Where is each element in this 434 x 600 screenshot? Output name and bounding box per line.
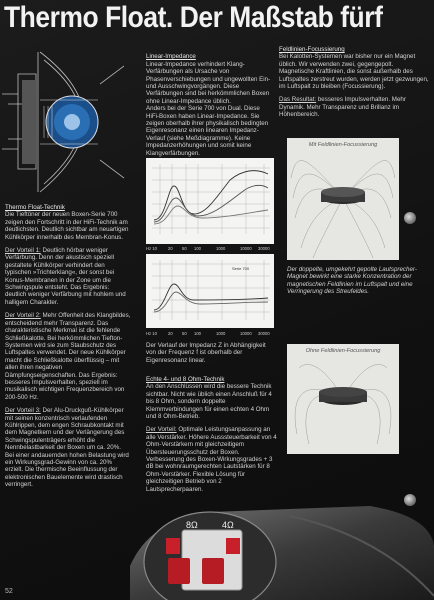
tick-1: Hz 10 [146, 246, 157, 251]
ohm-vorteil-label: Der Vorteil: [146, 426, 177, 434]
graph-caption [146, 342, 274, 364]
ohm-text: An den Anschlüssen wird die bessere Technik sichtbar. Nicht wie üblich einen Anschluß für 4 bis 8 Ohm, sondern doppelte Klemmverbindungen für einen echten 4 Ohm und 8 Ohm-Betrieb. [146, 383, 272, 421]
middle-text: Linear-Impedance verhindert Klang-Verfärbungen als Ursache von Phasenverschiebungen und ungewollten Ein- und Ausschwingvorgängen. Diese Verfärbungen sind bei herkömmlichen Boxen ohne Linear-Impedance üblich. Anders bei der Serie 700 von Dual. Diese HiFi-Boxen haben Linear-Impedance. Sie zeigen oberhalb ihrer physikalisch bedingten Eigenresonanz einen linearen Impedanz-Verlauf (siehe Meßdiagramme). Keine Impedanzerhöhungen und somit keine Klangverfärbungen. [146, 60, 271, 157]
speaker-cutaway-illustration [0, 44, 140, 199]
graph2-tag: Serie 700 [232, 266, 250, 271]
result-text: besseres Impulsverhalten. Mehr Dynamik. Mehr Transparenz und Brillanz im Höhenbereich. [279, 96, 406, 119]
left-column [5, 204, 131, 495]
field-lines-photo-without [287, 344, 399, 454]
tick2-2: 20 [168, 331, 173, 336]
right-heading: Feldlinien-Focussierung [279, 46, 345, 53]
screw-1 [404, 212, 416, 224]
terminal-label-left: 8Ω [186, 520, 198, 530]
ohm-vorteil-text: Optimale Leistungsanpassung an alle Verstärker. Höhere Ausssteuerbarkeit von 4 Ohm-Verstärkern mit gleichzeitigem Übersteuerungsschutz der Boxen. Verbesserung des Boxen-Wirkungsgrades + 3 dB bei wohnraumgerechten Lautstärken für 8 Ohm-Verstärker. Flexible Lösung für gleichzeitigen Betrieb von 2 Lautsprecherpaaren. [146, 426, 277, 493]
terminal-label-right: 4Ω [222, 520, 234, 530]
left-heading: Thermo Float-Technik [5, 204, 65, 211]
photo2-title: Ohne Feldlinien-Focussierung [305, 348, 381, 354]
graph-caption-text: Der Verlauf der Impedanz Z in Abhängigkeit von der Frequenz f ist oberhalb der Eigenresonanz linear. [146, 342, 266, 364]
graph2-axis [146, 329, 274, 337]
tick-7: 30000 [258, 246, 270, 251]
result-label: Das Resultat: [279, 96, 317, 104]
impedance-graph-1 [146, 158, 274, 244]
tick2-3: 50 [182, 331, 187, 336]
page-number: 52 [5, 588, 13, 595]
ohm-heading: Echte 4- und 8 Ohm-Technik [146, 376, 225, 383]
middle-column-bottom [146, 376, 278, 499]
photo-caption-text: Der doppelte, umgekehrt gepolte Lautsprecher-Magnet bewirkt eine starke Konzentration der magnetischen Feldlinien im Luftspalt und eine Verringerung des Streufeldes. [287, 266, 417, 296]
v2-text: Mehr Offenheit des Klangbildes, entscheidend mehr Transparenz. Das charakteristische Merkmal ist die fehlende Schließkalotte. Bei herkömmlichen Tiefton-Systemen wird sie zum Staubschutz des Luftspaltes verwendet. Der neue Kühlkörper macht die Schließkalotte überflüssig – mit allen ihren negativen Dämpfungseigenschaften. Das Ergebnis: besseres Impulsverhalten, speziell im musikalisch wichtigen Frequenzbereich von 200-500 Hz. [5, 312, 131, 401]
tick-2: 20 [168, 246, 173, 251]
tick-6: 10000 [240, 246, 252, 251]
photo1-title: Mit Feldlinien-Focussierung [308, 142, 378, 148]
graph1-axis [146, 244, 274, 252]
tick2-1: Hz 10 [146, 331, 157, 336]
headline: Thermo Float. Der Maßstab fürf [4, 1, 383, 34]
screw-2 [404, 494, 416, 506]
v2-label: Der Vorteil 2: [5, 312, 41, 320]
tick2-4: 100 [194, 331, 201, 336]
photo-caption [287, 266, 429, 296]
v3-text: Der Alu-Druckguß-Kühlkörper mit seinen konzentrisch verlaufenden Kühlrippen, dem engen Schraubkontakt mit dem Magnetkern und der Verlängerung des Schwingspulenträgers erhöht die Nennbelastbarkeit der Boxen um ca. 20%. Bei einer andauernden hohen Belastung wird ein Wirkungsgrad-Gewinn von ca. 20% erzielt. Die thermische Beeinflussung der elektronischen Bauelemente wird drastisch verringert. [5, 407, 129, 489]
tick-4: 100 [194, 246, 201, 251]
tick2-5: 1000 [216, 331, 226, 336]
middle-heading: Linear-Impedance [146, 53, 196, 61]
tick-5: 1000 [216, 246, 226, 251]
v3-label: Der Vorteil 3: [5, 407, 41, 415]
field-lines-photo-with [287, 138, 399, 260]
impedance-graph-2 [146, 254, 274, 328]
tick2-6: 10000 [240, 331, 252, 336]
v1-label: Der Vorteil 1: [5, 247, 41, 255]
right-column-top [279, 46, 429, 125]
v1-text: Deutlich hörbar weniger Verfärbung. Denn der akustisch speziell gestaltete Kühlkörper verhindert den typischen »Trichterklang«, der sonst bei Konus-Membranen in der Zone um die Schwingspule entsteht. Das Ergebnis: deutlich weniger Verfärbung mit hohlem und halligem Charakter. [5, 247, 126, 306]
middle-column-top [146, 46, 274, 157]
tick2-7: 30000 [258, 331, 270, 336]
tick-3: 50 [182, 246, 187, 251]
left-intro: Die Tieftöner der neuen Boxen-Serie 700 zeigen den Fortschritt in der HiFi-Technik am deutlichsten. Deutlich sichtbar am neuartigen Kühlkörper innerhalb des Membran-Konus. [5, 211, 129, 241]
right-text: Bei Kalotten-Systemen war bisher nur ein Magnet üblich. Wir verwenden zwei, gegengepolt. Magnetische Kraftlinien, die sonst außerhalb des Luftspaltes zerstreut wurden, werden jetzt gezwungen, im Luftspalt zu bleiben (Focussierung). [279, 53, 429, 91]
speaker-terminals-photo [130, 506, 434, 600]
